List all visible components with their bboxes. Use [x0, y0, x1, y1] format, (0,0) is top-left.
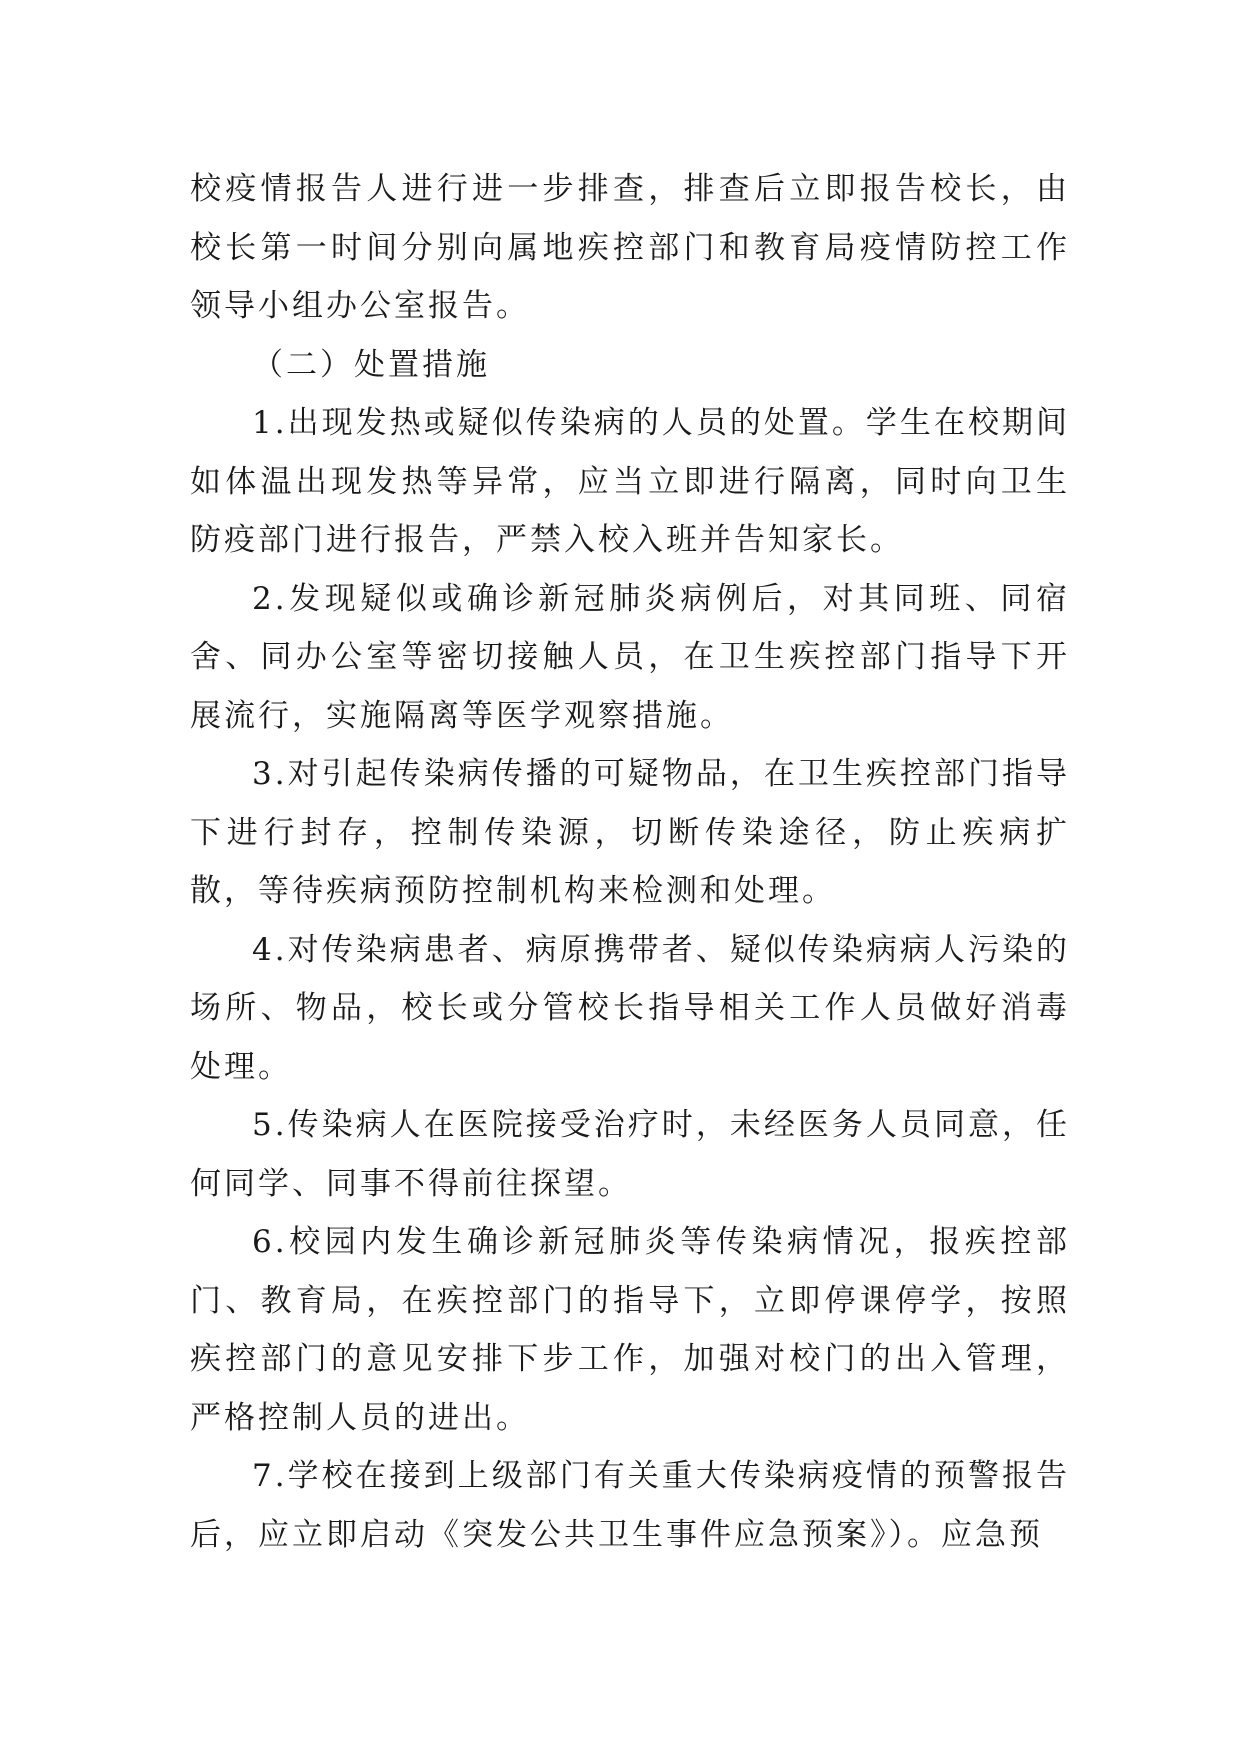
paragraph-item-3: 3.对引起传染病传播的可疑物品，在卫生疾控部门指导下进行封存，控制传染源，切断传染途径，防止疾病扩散，等待疾病预防控制机构来检测和处理。: [190, 756, 1070, 909]
section-heading: （二）处置措施: [252, 346, 490, 383]
paragraph-item-5: 5.传染病人在医院接受治疗时，未经医务人员同意，任何同学、同事不得前往探望。: [190, 1107, 1070, 1202]
paragraph-item-7: 7.学校在接到上级部门有关重大传染病疫情的预警报告后，应立即启动《突发公共卫生事件应急预案》）。应急预: [190, 1458, 1070, 1553]
paragraph-item-2: 2.发现疑似或确诊新冠肺炎病例后，对其同班、同宿舍、同办公室等密切接触人员，在卫生疾控部门指导下开展流行，实施隔离等医学观察措施。: [190, 580, 1070, 734]
document-body: [190, 160, 1070, 1564]
paragraph-continuation: 校疫情报告人进行进一步排查，排查后立即报告校长，由校长第一时间分别向属地疾控部门和教育局疫情防控工作领导小组办公室报告。: [190, 171, 1070, 324]
paragraph-item-1: 1.出现发热或疑似传染病的人员的处置。学生在校期间如体温出现发热等异常，应当立即进行隔离，同时向卫生防疫部门进行报告，严禁入校入班并告知家长。: [190, 405, 1070, 558]
paragraph-item-4: 4.对传染病患者、病原携带者、疑似传染病病人污染的场所、物品，校长或分管校长指导相关工作人员做好消毒处理。: [190, 931, 1070, 1085]
paragraph-item-6: 6.校园内发生确诊新冠肺炎等传染病情况，报疾控部门、教育局，在疾控部门的指导下，立即停课停学，按照疾控部门的意见安排下步工作，加强对校门的出入管理，严格控制人员的进出。: [190, 1224, 1070, 1436]
